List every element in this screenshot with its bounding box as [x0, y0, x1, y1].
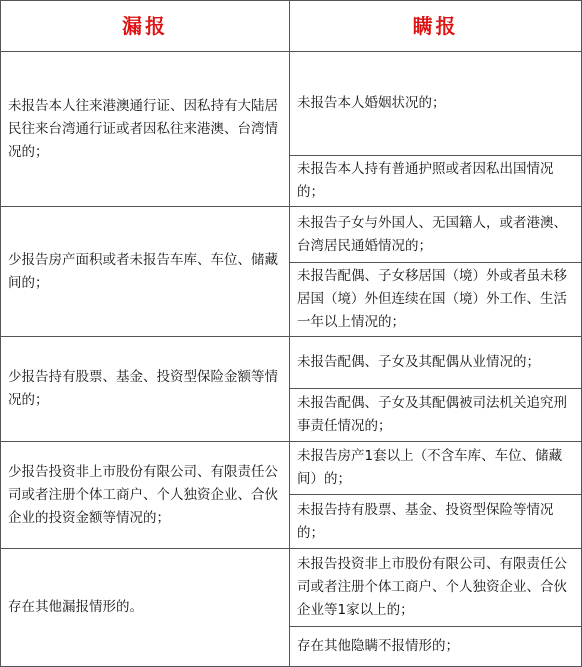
concealment-cell: 未报告配偶、子女及其配偶从业情况的； [290, 337, 582, 389]
header-concealment: 瞒报 [290, 1, 582, 52]
header-row [1, 1, 582, 52]
header-omission: 漏报 [1, 1, 290, 52]
omission-cell: 未报告本人往来港澳通行证、因私持有大陆居民往来台湾通行证或者因私往来港澳、台湾情况的； [1, 52, 290, 207]
omission-cell: 少报告投资非上市股份有限公司、有限责任公司或者注册个体工商户、个人独资企业、合伙企业的投资金额等情况的； [1, 442, 290, 549]
concealment-cell: 未报告子女与外国人、无国籍人，或者港澳、台湾居民通婚情况的； [290, 207, 582, 263]
table-row [1, 337, 582, 389]
omission-cell: 存在其他漏报情形的。 [1, 549, 290, 667]
table-row [1, 549, 582, 627]
concealment-cell: 未报告配偶、子女移居国（境）外或者虽未移居国（境）外但连续在国（境）外工作、生活一年以上情况的； [290, 263, 582, 337]
concealment-cell: 未报告本人婚姻状况的； [290, 52, 582, 156]
concealment-cell: 未报告房产1套以上（不含车库、车位、储藏间）的； [290, 442, 582, 495]
concealment-cell: 未报告持有股票、基金、投资型保险等情况的； [290, 495, 582, 549]
table-row [1, 52, 582, 156]
concealment-cell: 未报告本人持有普通护照或者因私出国情况的； [290, 156, 582, 207]
concealment-cell: 未报告投资非上市股份有限公司、有限责任公司或者注册个体工商户、个人独资企业、合伙企业等1家以上的； [290, 549, 582, 627]
table-row [1, 442, 582, 495]
table-row [1, 207, 582, 263]
concealment-cell: 未报告配偶、子女及其配偶被司法机关追究刑事责任情况的； [290, 389, 582, 442]
omission-cell: 少报告持有股票、基金、投资型保险金额等情况的； [1, 337, 290, 442]
omission-cell: 少报告房产面积或者未报告车库、车位、储藏间的； [1, 207, 290, 337]
concealment-cell: 存在其他隐瞒不报情形的； [290, 627, 582, 667]
